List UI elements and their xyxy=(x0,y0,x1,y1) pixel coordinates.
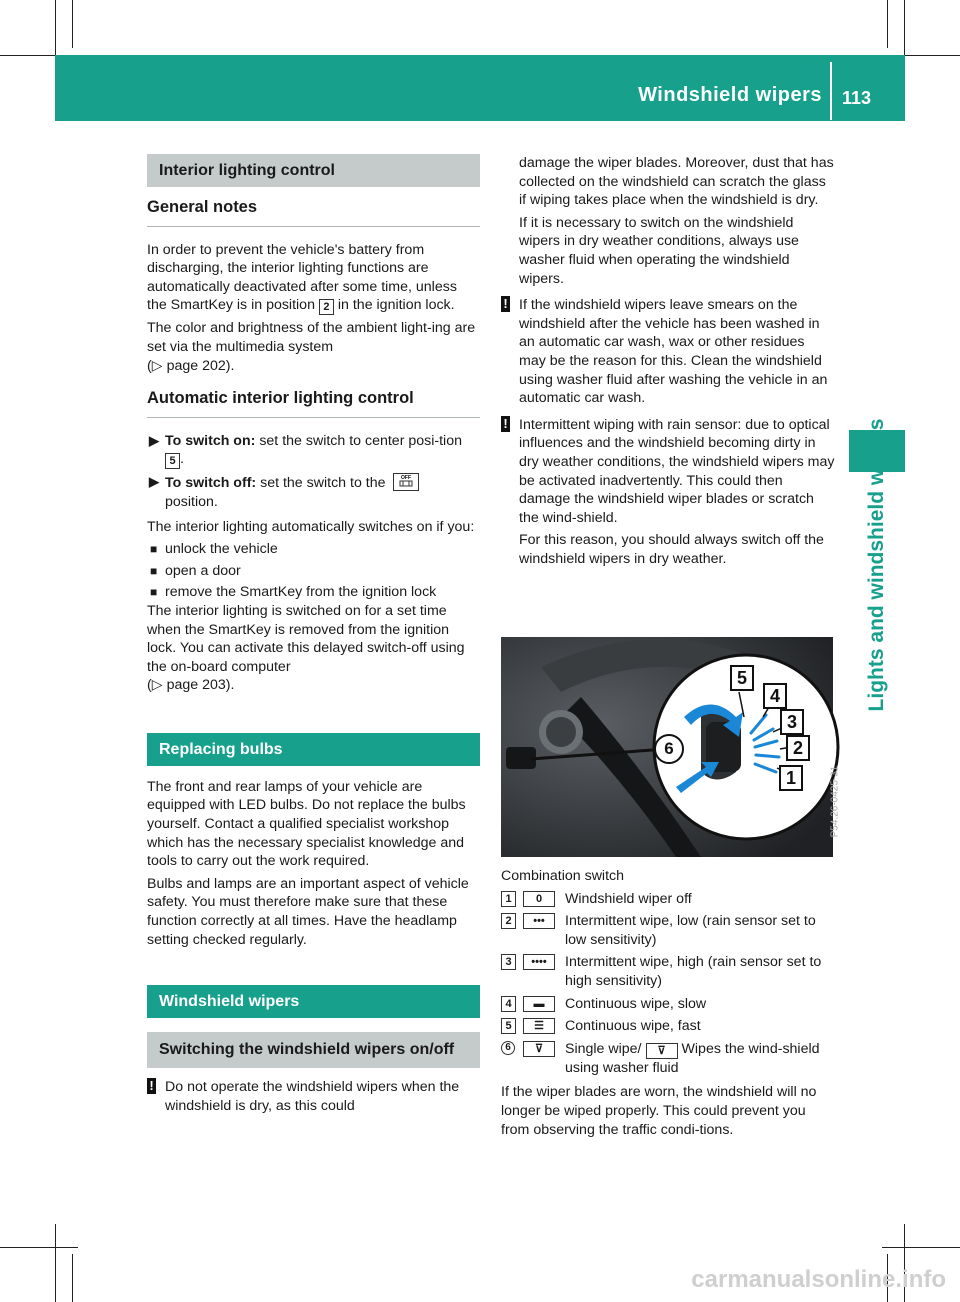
windshield-wipers-heading: Windshield wipers xyxy=(147,985,480,1018)
intermittent-high-icon: •••• xyxy=(523,954,555,970)
bullet-icon: ■ xyxy=(150,563,158,578)
wiper-off-icon: 0 xyxy=(523,891,555,907)
svg-text:OFF: OFF xyxy=(401,475,412,482)
dry-weather-paragraph: For this reason, you should always switch off the windshield wipers in dry weather. xyxy=(519,532,824,567)
crop-mark xyxy=(72,1254,73,1302)
page-ref-link[interactable]: (▷ page 203). xyxy=(147,677,235,694)
figure-legend xyxy=(501,867,835,1143)
page-number: 113 xyxy=(842,88,872,108)
warning-icon: ! xyxy=(147,1078,156,1094)
callout-2: 2 xyxy=(786,735,810,761)
continuous-slow-icon: ▬ xyxy=(523,996,555,1012)
list-item: 6 ⊽ Single wipe/ ⊽ Wipes the wind-shield using washer fluid xyxy=(501,1040,835,1078)
callout-6: 6 xyxy=(654,734,684,764)
warning-note: ! If the windshield wipers leave smears on the windshield after the vehicle has been washed in an automatic car wash, wax or other residues may be the reason for this. Clean the windshield using washer fluid after washing the vehicle in an automatic car wash. xyxy=(501,296,835,408)
figure-code: P54.26-0425-31 xyxy=(829,765,841,838)
delayed-switch-off-paragraph: The interior lighting is switched on for a set time when the SmartKey is removed from the ignition lock. You can activate this delayed switch-off using the on-board computer (▷ page 203). xyxy=(147,602,465,694)
combination-switch-figure xyxy=(501,637,841,857)
step-arrow-icon: ▶ xyxy=(149,432,159,448)
warning-note: ! Do not operate the windshield wipers when the windshield is dry, as this could xyxy=(147,1078,480,1115)
chapter-tab-label: Lights and windshield wipers xyxy=(865,418,888,712)
watermark: carmanualsonline.info xyxy=(691,1266,946,1293)
step-switch-on: ▶ To switch on: set the switch to center posi-tion 5 . xyxy=(149,432,462,468)
automatic-lighting-heading: Automatic interior lighting control xyxy=(147,389,480,418)
list-item: 5 ☰ Continuous wipe, fast xyxy=(501,1017,835,1036)
callout-5: 5 xyxy=(730,665,754,691)
crop-mark xyxy=(72,0,73,48)
bulbs-paragraph-2: Bulbs and lamps are an important aspect of vehicle safety. You must therefore make sure that these function correctly at all times. Have the headlamp setting checked regularly. xyxy=(147,875,469,948)
crop-mark xyxy=(0,1247,78,1248)
callout-4: 4 xyxy=(763,683,787,709)
figure-caption: Combination switch xyxy=(501,868,625,884)
warning-icon: ! xyxy=(501,296,510,312)
list-item: 3 •••• Intermittent wipe, high (rain sensor set to high sensitivity) xyxy=(501,953,835,990)
list-item: 2 ••• Intermittent wipe, low (rain sensor set to low sensitivity) xyxy=(501,912,835,949)
legend-number: 5 xyxy=(501,1018,516,1034)
bulbs-paragraph-1: The front and rear lamps of your vehicle are equipped with LED bulbs. Do not replace the bulbs yourself. Contact a qualified specialist workshop which has the necessary specialist knowledge and tools to carry out the work required. xyxy=(147,778,466,870)
legend-number: 4 xyxy=(501,996,516,1012)
page-title: Windshield wipers xyxy=(638,84,822,106)
washer-fluid-icon: ⊽ xyxy=(646,1043,678,1059)
legend-number: 2 xyxy=(501,913,516,929)
washer-fluid-paragraph: If it is necessary to switch on the windshield wipers in dry weather conditions, always use washer fluid when operating the windshield wipers. xyxy=(519,214,799,287)
callout-1: 1 xyxy=(779,765,803,791)
list-item: ■ unlock the vehicle xyxy=(150,541,278,558)
crop-mark xyxy=(887,0,888,48)
intermittent-low-icon: ••• xyxy=(523,913,555,929)
callout-3: 3 xyxy=(780,709,804,735)
ambient-light-paragraph: The color and brightness of the ambient light-ing are set via the multimedia system (▷ page 202). xyxy=(147,320,476,374)
legend-number: 1 xyxy=(501,891,516,907)
bullet-icon: ■ xyxy=(150,585,158,600)
key-position-2: 2 xyxy=(319,299,334,315)
interior-light-off-icon xyxy=(393,473,419,491)
wiper-damage-paragraph: damage the wiper blades. Moreover, dust that has collected on the windshield can scratch the glass if wiping takes place when the windshield is dry. xyxy=(519,155,834,209)
crop-mark xyxy=(55,1224,56,1302)
key-position-5: 5 xyxy=(165,453,180,469)
auto-lighting-paragraph: The interior lighting automatically switches on if you: xyxy=(147,518,475,535)
list-item: 1 0 Windshield wiper off xyxy=(501,890,835,909)
single-wipe-icon: ⊽ xyxy=(523,1041,555,1057)
page-ref-link[interactable]: (▷ page 202). xyxy=(147,357,235,374)
continuous-fast-icon: ☰ xyxy=(523,1018,555,1034)
crop-mark xyxy=(882,1247,960,1248)
replacing-bulbs-heading: Replacing bulbs xyxy=(147,733,480,766)
warning-icon: ! xyxy=(501,416,510,432)
legend-number: 3 xyxy=(501,954,516,970)
worn-blades-paragraph: If the wiper blades are worn, the windshield will no longer be wiped properly. This could prevent you from observing the traffic condi-tions. xyxy=(501,1084,817,1138)
bullet-icon: ■ xyxy=(150,542,158,557)
step-switch-off: ▶ To switch off: set the switch to the OFF position. xyxy=(147,473,480,511)
interior-lighting-heading: Interior lighting control xyxy=(147,154,480,187)
legend-number: 6 xyxy=(501,1041,515,1055)
list-item: ■ open a door xyxy=(150,562,241,579)
switching-wipers-heading: Switching the windshield wipers on/off xyxy=(147,1032,480,1068)
step-arrow-icon: ▶ xyxy=(149,474,159,490)
list-item: ■ remove the SmartKey from the ignition lock xyxy=(150,584,437,601)
left-column xyxy=(147,154,480,1115)
list-item: 4 ▬ Continuous wipe, slow xyxy=(501,995,835,1014)
right-column xyxy=(501,154,835,572)
header-divider xyxy=(830,62,832,120)
general-notes-heading: General notes xyxy=(147,198,480,227)
warning-note: ! Intermittent wiping with rain sensor: due to optical influences and the windshield becoming dirty in dry weather conditions, the windshield wipers may be activated inadvertently. This could then damage the windshield wiper blades or scratch the wind-shield. xyxy=(501,416,835,528)
general-notes-paragraph: In order to prevent the vehicle's battery from discharging, the interior lighting functions are automatically deactivated after some time, unless the SmartKey is in position 2 in the ignition lock. xyxy=(147,241,457,314)
